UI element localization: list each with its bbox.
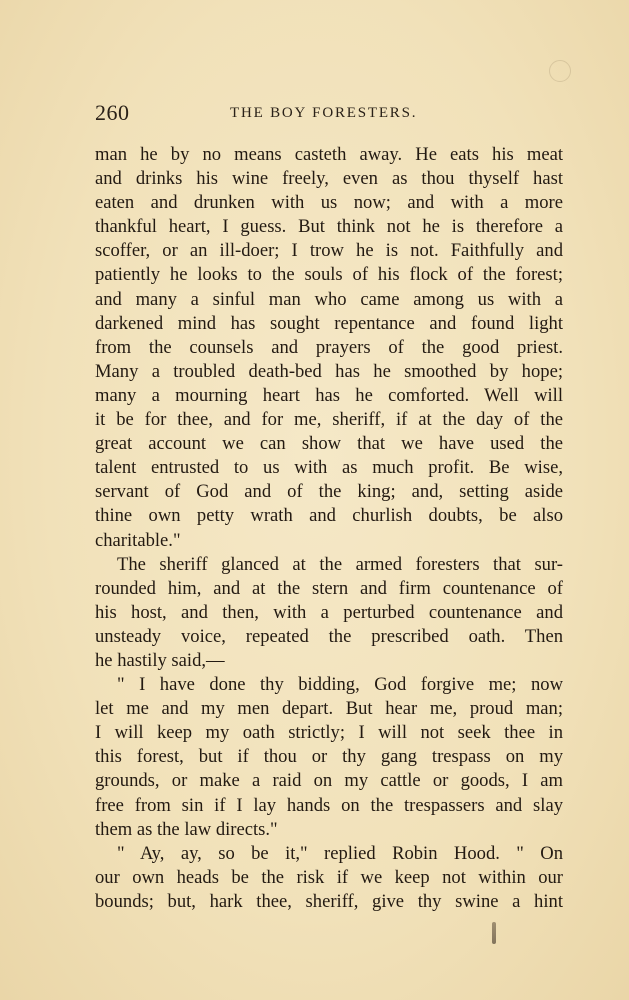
- text-line: talent entrusted to us with as much profit. Be wise,: [95, 457, 563, 479]
- text-line: our own heads be the risk if we keep not within our: [95, 866, 563, 888]
- text-line: scoffer, or an ill-doer; I trow he is not. Faithfully and: [95, 240, 563, 262]
- text-line: from the counsels and prayers of the good priest.: [95, 336, 563, 358]
- text-line: charitable.": [95, 529, 181, 551]
- text-line: servant of God and of the king; and, setting aside: [95, 481, 563, 503]
- text-line: he hastily said,—: [95, 649, 225, 671]
- text-line: I will keep my oath strictly; I will not seek thee in: [95, 722, 563, 744]
- text-line: The sheriff glanced at the armed foresters that sur-: [117, 553, 563, 575]
- text-line: his host, and then, with a perturbed countenance and: [95, 601, 563, 623]
- text-line: it be for thee, and for me, sheriff, if at the day of the: [95, 409, 563, 431]
- text-line: unsteady voice, repeated the prescribed oath. Then: [95, 625, 563, 647]
- text-line: eaten and drunken with us now; and with a more: [95, 192, 563, 214]
- page-smudge: [549, 60, 571, 82]
- text-line: thankful heart, I guess. But think not he is therefore a: [95, 216, 563, 238]
- text-line: man he by no means casteth away. He eats his meat: [95, 144, 563, 165]
- body-text: [95, 143, 563, 914]
- text-line: " Ay, ay, so be it," replied Robin Hood. " On: [117, 842, 563, 864]
- running-title: THE BOY FORESTERS.: [230, 105, 418, 121]
- text-line: free from sin if I lay hands on the trespassers and slay: [95, 794, 563, 816]
- text-line: and many a sinful man who came among us with a: [95, 288, 563, 310]
- text-line: and drinks his wine freely, even as thou thyself hast: [95, 168, 563, 190]
- page-number: 260: [95, 100, 130, 125]
- text-line: Many a troubled death-bed has he smoothed by hope;: [95, 360, 563, 382]
- text-line: bounds; but, hark thee, sheriff, give thy swine a hint: [95, 890, 563, 912]
- text-line: many a mourning heart has he comforted. Well will: [95, 384, 563, 406]
- text-line: great account we can show that we have used the: [95, 433, 563, 455]
- ink-mark: [492, 922, 496, 944]
- text-line: grounds, or make a raid on my cattle or goods, I am: [95, 770, 563, 792]
- text-line: thine own petty wrath and churlish doubts, be also: [95, 505, 563, 527]
- text-line: them as the law directs.": [95, 818, 278, 840]
- text-line: this forest, but if thou or thy gang trespass on my: [95, 746, 563, 768]
- text-line: patiently he looks to the souls of his flock of the forest;: [95, 264, 563, 286]
- text-line: darkened mind has sought repentance and found light: [95, 312, 563, 334]
- text-line: let me and my men depart. But hear me, proud man;: [95, 698, 563, 720]
- page-header: [95, 100, 565, 130]
- text-line: rounded him, and at the stern and firm countenance of: [95, 577, 563, 599]
- text-line: " I have done thy bidding, God forgive me; now: [117, 674, 563, 696]
